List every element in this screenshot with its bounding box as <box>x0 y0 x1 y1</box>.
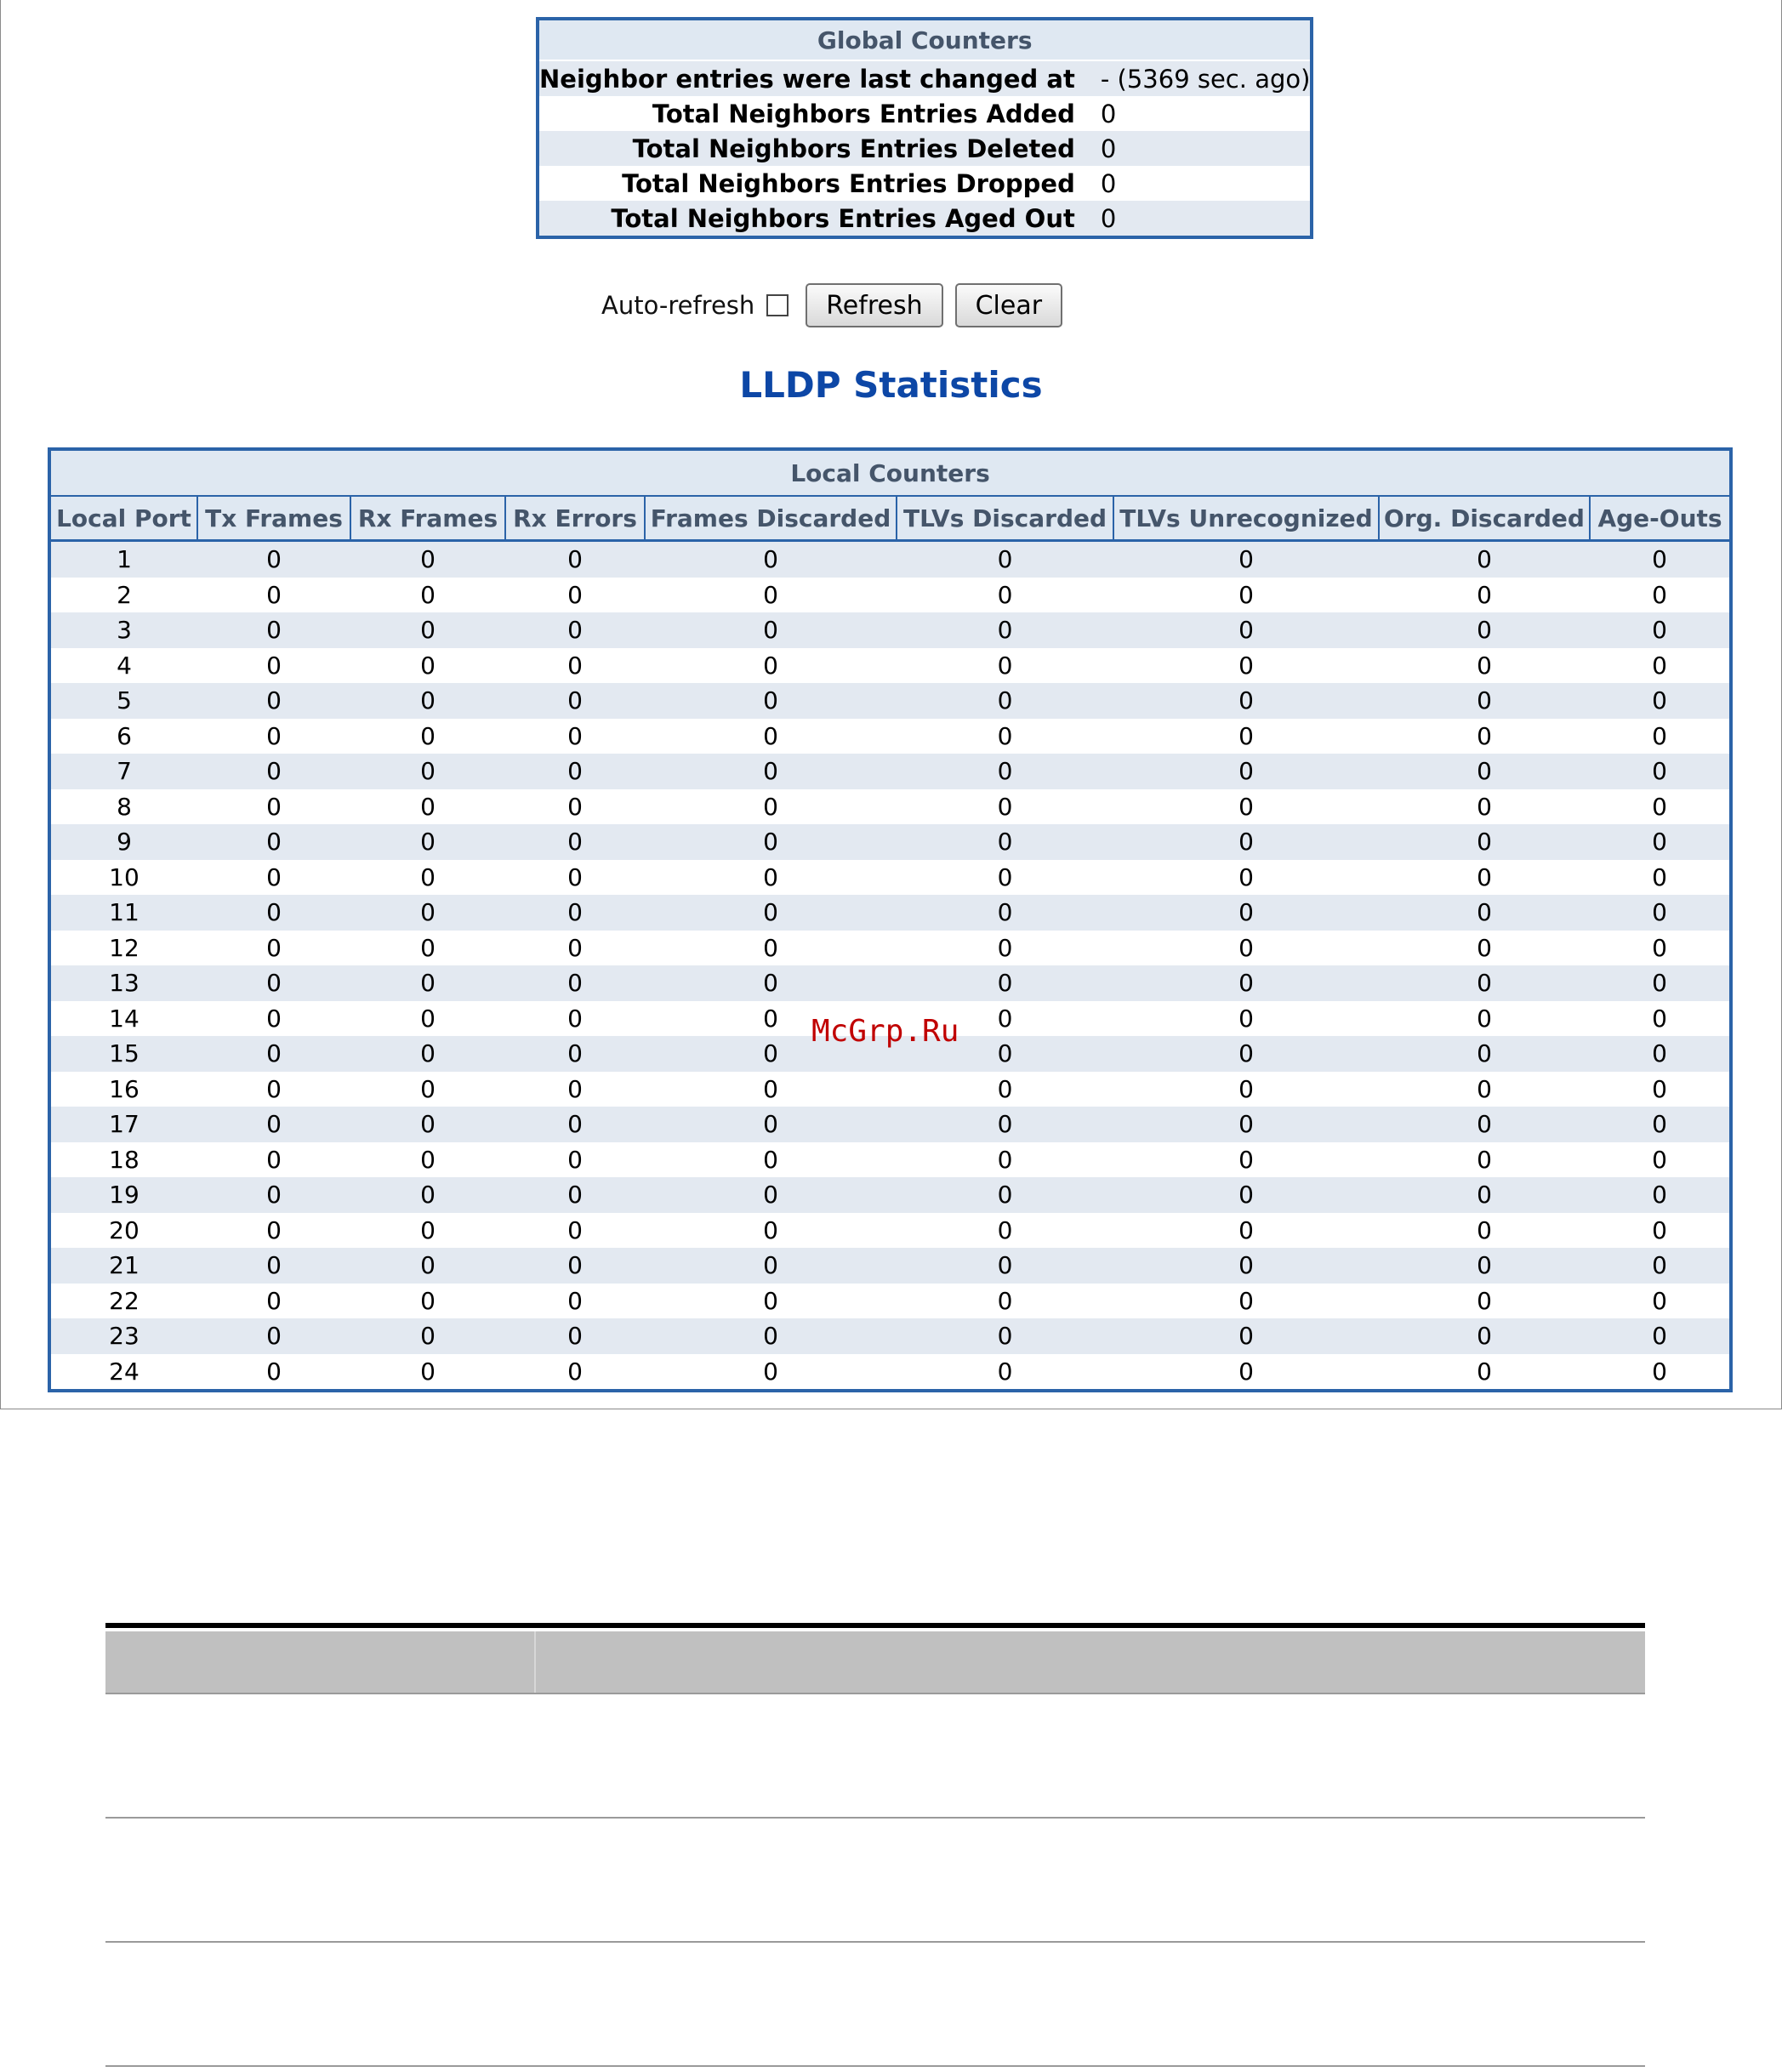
counter-cell: 0 <box>1238 1286 1254 1315</box>
counter-cell: 0 <box>1590 824 1731 860</box>
table-row <box>49 1213 1731 1249</box>
counter-cell: 0 <box>420 1074 436 1103</box>
counter-cell: 0 <box>763 1145 778 1174</box>
counter-cell: 0 <box>1238 1074 1254 1103</box>
counter-cell: 0 <box>1590 683 1731 719</box>
counter-cell: 0 <box>897 895 1113 931</box>
counter-cell: 0 <box>420 933 436 962</box>
refresh-button[interactable]: Refresh <box>806 283 942 327</box>
port-cell: 1 <box>49 541 197 578</box>
column-header: Age-Outs <box>1590 496 1731 541</box>
counter-cell: 0 <box>197 1177 350 1213</box>
global-counter-row <box>538 60 1312 96</box>
counter-cell: 0 <box>1590 1107 1731 1142</box>
counter-cell: 0 <box>505 1248 645 1284</box>
counter-cell: 0 <box>567 1357 583 1386</box>
counter-cell: 0 <box>197 965 350 1001</box>
counter-cell: 0 <box>350 965 505 1001</box>
port-cell: 4 <box>117 651 132 680</box>
counter-cell: 0 <box>567 1286 583 1315</box>
port-cell: 20 <box>109 1215 139 1244</box>
counter-cell: 0 <box>997 862 1013 891</box>
counter-cell: 0 <box>266 933 282 962</box>
counter-cell: 0 <box>420 792 436 821</box>
counter-cell: 0 <box>1379 612 1590 648</box>
counter-cell: 0 <box>420 1215 436 1244</box>
counter-cell: 0 <box>266 651 282 680</box>
counter-cell: 0 <box>645 541 897 578</box>
counter-cell: 0 <box>897 965 1113 1001</box>
table-row <box>49 965 1731 1001</box>
counter-cell: 0 <box>897 754 1113 789</box>
counter-cell: 0 <box>1238 1215 1254 1244</box>
counter-cell: 0 <box>645 1107 897 1142</box>
counter-cell: 0 <box>1477 792 1492 821</box>
counter-cell: 0 <box>1379 1318 1590 1354</box>
counter-cell: 0 <box>1477 1074 1492 1103</box>
counter-cell: 0 <box>1590 1036 1731 1072</box>
column-header: Local Port <box>49 496 197 541</box>
counter-cell: 0 <box>505 824 645 860</box>
counter-cell: 0 <box>350 824 505 860</box>
counter-cell: 0 <box>645 1318 897 1354</box>
counter-cell: 0 <box>266 1215 282 1244</box>
counter-cell: 0 <box>505 541 645 578</box>
counter-cell: 0 <box>505 1107 645 1142</box>
global-counters-title: Global Counters <box>538 19 1312 60</box>
counter-cell: 0 <box>197 1036 350 1072</box>
column-header: Tx Frames <box>197 496 350 541</box>
counter-cell: 0 <box>1590 1177 1731 1213</box>
table-row <box>49 683 1731 719</box>
refresh-controls <box>601 284 1062 327</box>
table-row <box>49 1177 1731 1213</box>
port-cell: 16 <box>109 1074 139 1103</box>
global-counter-row <box>538 96 1312 131</box>
port-cell: 9 <box>49 824 197 860</box>
counter-cell: 0 <box>763 1215 778 1244</box>
counter-cell: 0 <box>645 612 897 648</box>
counter-cell: 0 <box>1379 1036 1590 1072</box>
port-cell: 18 <box>109 1145 139 1174</box>
table-row <box>49 1248 1731 1284</box>
counter-cell: 0 <box>1113 1107 1379 1142</box>
auto-refresh-checkbox[interactable] <box>766 294 789 316</box>
counter-cell: 0 <box>1238 933 1254 962</box>
counter-cell: 0 <box>505 683 645 719</box>
port-cell: 17 <box>49 1107 197 1142</box>
counter-cell: 0 <box>763 1286 778 1315</box>
counter-cell: 0 <box>266 721 282 750</box>
column-header: Frames Discarded <box>645 496 897 541</box>
counter-cell: 0 <box>1113 895 1379 931</box>
counter-cell: 0 <box>997 1286 1013 1315</box>
counter-cell: 0 <box>1477 933 1492 962</box>
counter-cell: 0 <box>350 1318 505 1354</box>
counter-cell: 0 <box>266 580 282 609</box>
clear-button[interactable]: Clear <box>955 283 1062 327</box>
counter-cell: 0 <box>1590 541 1731 578</box>
counter-cell: 0 <box>505 895 645 931</box>
counter-cell: 0 <box>197 612 350 648</box>
counter-cell: 0 <box>1590 1318 1731 1354</box>
counter-cell: 0 <box>1477 1004 1492 1033</box>
counter-cell: 0 <box>645 683 897 719</box>
table-row <box>49 1072 1731 1107</box>
local-counters-title: Local Counters <box>49 449 1731 496</box>
counter-cell: 0 <box>197 754 350 789</box>
port-cell: 21 <box>49 1248 197 1284</box>
counter-cell: 0 <box>197 824 350 860</box>
counter-cell: 0 <box>420 721 436 750</box>
counter-cell: 0 <box>1113 1036 1379 1072</box>
port-cell: 11 <box>49 895 197 931</box>
global-counter-value: 0 <box>1090 201 1312 237</box>
global-counter-label: Total Neighbors Entries Added <box>652 99 1075 128</box>
counter-cell: 0 <box>645 754 897 789</box>
counter-cell: 0 <box>1477 1215 1492 1244</box>
port-cell: 14 <box>109 1004 139 1033</box>
counter-cell: 0 <box>420 1357 436 1386</box>
counter-cell: 0 <box>645 1036 897 1072</box>
counter-cell: 0 <box>645 895 897 931</box>
table-row <box>49 860 1731 896</box>
description-row <box>105 1943 1645 2067</box>
counter-cell: 0 <box>420 1004 436 1033</box>
counter-cell: 0 <box>1113 683 1379 719</box>
column-header: Rx Errors <box>505 496 645 541</box>
counter-cell: 0 <box>897 1248 1113 1284</box>
counter-cell: 0 <box>350 895 505 931</box>
port-cell: 22 <box>109 1286 139 1315</box>
counter-cell: 0 <box>420 651 436 680</box>
table-row <box>49 578 1731 613</box>
table-row <box>49 1107 1731 1142</box>
port-cell: 2 <box>117 580 132 609</box>
port-cell: 10 <box>109 862 139 891</box>
counter-cell: 0 <box>1590 612 1731 648</box>
header-column-divider <box>534 1631 536 1693</box>
counter-cell: 0 <box>997 580 1013 609</box>
table-row <box>49 541 1731 578</box>
counter-cell: 0 <box>897 541 1113 578</box>
counter-cell: 0 <box>763 862 778 891</box>
table-row <box>49 1142 1731 1178</box>
counter-cell: 0 <box>763 721 778 750</box>
counter-cell: 0 <box>1590 754 1731 789</box>
counter-cell: 0 <box>1238 721 1254 750</box>
counter-cell: 0 <box>567 862 583 891</box>
counter-cell: 0 <box>350 541 505 578</box>
counter-cell: 0 <box>897 1318 1113 1354</box>
counter-cell: 0 <box>1652 792 1667 821</box>
counter-cell: 0 <box>420 1145 436 1174</box>
counter-cell: 0 <box>1477 651 1492 680</box>
counter-cell: 0 <box>1477 580 1492 609</box>
counter-cell: 0 <box>997 1004 1013 1033</box>
counter-cell: 0 <box>567 1145 583 1174</box>
counter-cell: 0 <box>1238 1145 1254 1174</box>
counter-cell: 0 <box>1477 1357 1492 1386</box>
counter-cell: 0 <box>567 1215 583 1244</box>
port-cell: 7 <box>49 754 197 789</box>
counter-cell: 0 <box>567 580 583 609</box>
global-counter-value: - (5369 sec. ago) <box>1090 60 1312 96</box>
counter-cell: 0 <box>645 1248 897 1284</box>
counter-cell: 0 <box>1238 1357 1254 1386</box>
global-counter-row <box>538 166 1312 201</box>
counter-cell: 0 <box>1379 1177 1590 1213</box>
counter-cell: 0 <box>1477 1286 1492 1315</box>
counter-cell: 0 <box>567 933 583 962</box>
port-cell: 8 <box>117 792 132 821</box>
counter-cell: 0 <box>350 754 505 789</box>
counter-cell: 0 <box>1590 965 1731 1001</box>
counter-cell: 0 <box>350 612 505 648</box>
counter-cell: 0 <box>1379 1107 1590 1142</box>
counter-cell: 0 <box>997 792 1013 821</box>
counter-cell: 0 <box>197 1107 350 1142</box>
counter-cell: 0 <box>1379 824 1590 860</box>
counter-cell: 0 <box>1652 580 1667 609</box>
counter-cell: 0 <box>1652 1215 1667 1244</box>
counter-cell: 0 <box>763 933 778 962</box>
global-counter-row <box>538 131 1312 166</box>
counter-cell: 0 <box>197 1318 350 1354</box>
counter-cell: 0 <box>1113 824 1379 860</box>
counter-cell: 0 <box>266 1286 282 1315</box>
table-row <box>49 931 1731 966</box>
counter-cell: 0 <box>266 1357 282 1386</box>
counter-cell: 0 <box>1652 721 1667 750</box>
counter-cell: 0 <box>420 862 436 891</box>
counter-cell: 0 <box>1652 651 1667 680</box>
global-counter-value: 0 <box>1090 131 1312 166</box>
counter-cell: 0 <box>567 721 583 750</box>
counter-cell: 0 <box>1113 612 1379 648</box>
port-cell: 13 <box>49 965 197 1001</box>
counter-cell: 0 <box>350 1248 505 1284</box>
local-counters-header-row <box>49 496 1731 541</box>
counter-cell: 0 <box>1379 965 1590 1001</box>
counter-cell: 0 <box>645 965 897 1001</box>
port-cell: 15 <box>49 1036 197 1072</box>
table-row <box>49 824 1731 860</box>
local-counters-table <box>48 447 1733 1392</box>
counter-cell: 0 <box>505 1318 645 1354</box>
counter-cell: 0 <box>350 1177 505 1213</box>
port-cell: 23 <box>49 1318 197 1354</box>
counter-cell: 0 <box>1379 1248 1590 1284</box>
auto-refresh-label: Auto-refresh <box>601 291 755 320</box>
port-cell: 12 <box>109 933 139 962</box>
table-row <box>49 719 1731 754</box>
table-row <box>49 648 1731 684</box>
counter-cell: 0 <box>763 1357 778 1386</box>
counter-cell: 0 <box>897 1177 1113 1213</box>
table-row <box>49 1318 1731 1354</box>
global-counters-table <box>536 17 1313 239</box>
counter-cell: 0 <box>1379 754 1590 789</box>
port-cell: 6 <box>117 721 132 750</box>
counter-cell: 0 <box>1652 1286 1667 1315</box>
counter-cell: 0 <box>1652 862 1667 891</box>
counter-cell: 0 <box>420 1286 436 1315</box>
table-row <box>49 789 1731 825</box>
counter-cell: 0 <box>505 1036 645 1072</box>
counter-cell: 0 <box>567 1074 583 1103</box>
counter-cell: 0 <box>505 965 645 1001</box>
counter-cell: 0 <box>997 1145 1013 1174</box>
counter-cell: 0 <box>997 933 1013 962</box>
counter-cell: 0 <box>897 683 1113 719</box>
counter-cell: 0 <box>897 1036 1113 1072</box>
column-header: TLVs Unrecognized <box>1113 496 1379 541</box>
counter-cell: 0 <box>763 580 778 609</box>
table-row <box>49 612 1731 648</box>
counter-cell: 0 <box>350 683 505 719</box>
counter-cell: 0 <box>997 1357 1013 1386</box>
counter-cell: 0 <box>266 792 282 821</box>
counter-cell: 0 <box>897 1107 1113 1142</box>
port-cell: 5 <box>49 683 197 719</box>
counter-cell: 0 <box>197 541 350 578</box>
counter-cell: 0 <box>997 721 1013 750</box>
counter-cell: 0 <box>997 651 1013 680</box>
global-counter-value: 0 <box>1100 168 1117 198</box>
counter-cell: 0 <box>1113 541 1379 578</box>
counter-cell: 0 <box>645 1177 897 1213</box>
counter-cell: 0 <box>763 1074 778 1103</box>
counter-cell: 0 <box>1477 1145 1492 1174</box>
counter-cell: 0 <box>645 824 897 860</box>
global-counter-row <box>538 201 1312 237</box>
description-table <box>105 1623 1645 2067</box>
table-row <box>49 754 1731 789</box>
global-counter-value: 0 <box>1100 99 1117 128</box>
counter-cell: 0 <box>505 612 645 648</box>
counter-cell: 0 <box>763 792 778 821</box>
counter-cell: 0 <box>763 651 778 680</box>
counter-cell: 0 <box>997 1215 1013 1244</box>
counter-cell: 0 <box>505 1177 645 1213</box>
counter-cell: 0 <box>1113 965 1379 1001</box>
counter-cell: 0 <box>1652 1357 1667 1386</box>
watermark: McGrp.Ru <box>811 1014 959 1049</box>
global-counter-label: Total Neighbors Entries Deleted <box>538 131 1090 166</box>
counter-cell: 0 <box>1379 895 1590 931</box>
counter-cell: 0 <box>266 1074 282 1103</box>
counter-cell: 0 <box>1652 1145 1667 1174</box>
counter-cell: 0 <box>897 612 1113 648</box>
counter-cell: 0 <box>1238 580 1254 609</box>
table-row <box>49 1284 1731 1319</box>
global-counter-label: Total Neighbors Entries Aged Out <box>538 201 1090 237</box>
counter-cell: 0 <box>1113 1318 1379 1354</box>
counter-cell: 0 <box>567 792 583 821</box>
counter-cell: 0 <box>197 683 350 719</box>
counter-cell: 0 <box>1379 541 1590 578</box>
global-counter-label: Neighbor entries were last changed at <box>538 60 1090 96</box>
counter-cell: 0 <box>350 1107 505 1142</box>
counter-cell: 0 <box>505 754 645 789</box>
counter-cell: 0 <box>1113 754 1379 789</box>
counter-cell: 0 <box>1652 1074 1667 1103</box>
counter-cell: 0 <box>897 824 1113 860</box>
counter-cell: 0 <box>420 580 436 609</box>
table-top-rule <box>105 1623 1645 1628</box>
port-cell: 19 <box>49 1177 197 1213</box>
counter-cell: 0 <box>997 1074 1013 1103</box>
column-header: Rx Frames <box>350 496 505 541</box>
counter-cell: 0 <box>1477 862 1492 891</box>
counter-cell: 0 <box>1238 862 1254 891</box>
description-row <box>105 1819 1645 1943</box>
counter-cell: 0 <box>1238 1004 1254 1033</box>
counter-cell: 0 <box>266 862 282 891</box>
counter-cell: 0 <box>567 651 583 680</box>
counter-cell: 0 <box>266 1004 282 1033</box>
counter-cell: 0 <box>1652 933 1667 962</box>
column-header: Org. Discarded <box>1379 496 1590 541</box>
table-row <box>49 895 1731 931</box>
counter-cell: 0 <box>197 1248 350 1284</box>
counter-cell: 0 <box>197 895 350 931</box>
column-header: TLVs Discarded <box>897 496 1113 541</box>
port-cell: 24 <box>109 1357 139 1386</box>
counter-cell: 0 <box>266 1145 282 1174</box>
description-table-header <box>105 1631 1645 1694</box>
counter-cell: 0 <box>1113 1248 1379 1284</box>
counter-cell: 0 <box>1590 1248 1731 1284</box>
port-cell: 3 <box>49 612 197 648</box>
counter-cell: 0 <box>350 1036 505 1072</box>
counter-cell: 0 <box>1238 792 1254 821</box>
counter-cell: 0 <box>763 1004 778 1033</box>
description-row <box>105 1694 1645 1819</box>
counter-cell: 0 <box>1379 683 1590 719</box>
page-title: LLDP Statistics <box>739 364 1043 406</box>
counter-cell: 0 <box>1590 895 1731 931</box>
counter-cell: 0 <box>1113 1177 1379 1213</box>
table-row <box>49 1354 1731 1392</box>
global-counter-label: Total Neighbors Entries Dropped <box>622 168 1075 198</box>
counter-cell: 0 <box>1238 651 1254 680</box>
counter-cell: 0 <box>567 1004 583 1033</box>
counter-cell: 0 <box>1477 721 1492 750</box>
counter-cell: 0 <box>1652 1004 1667 1033</box>
